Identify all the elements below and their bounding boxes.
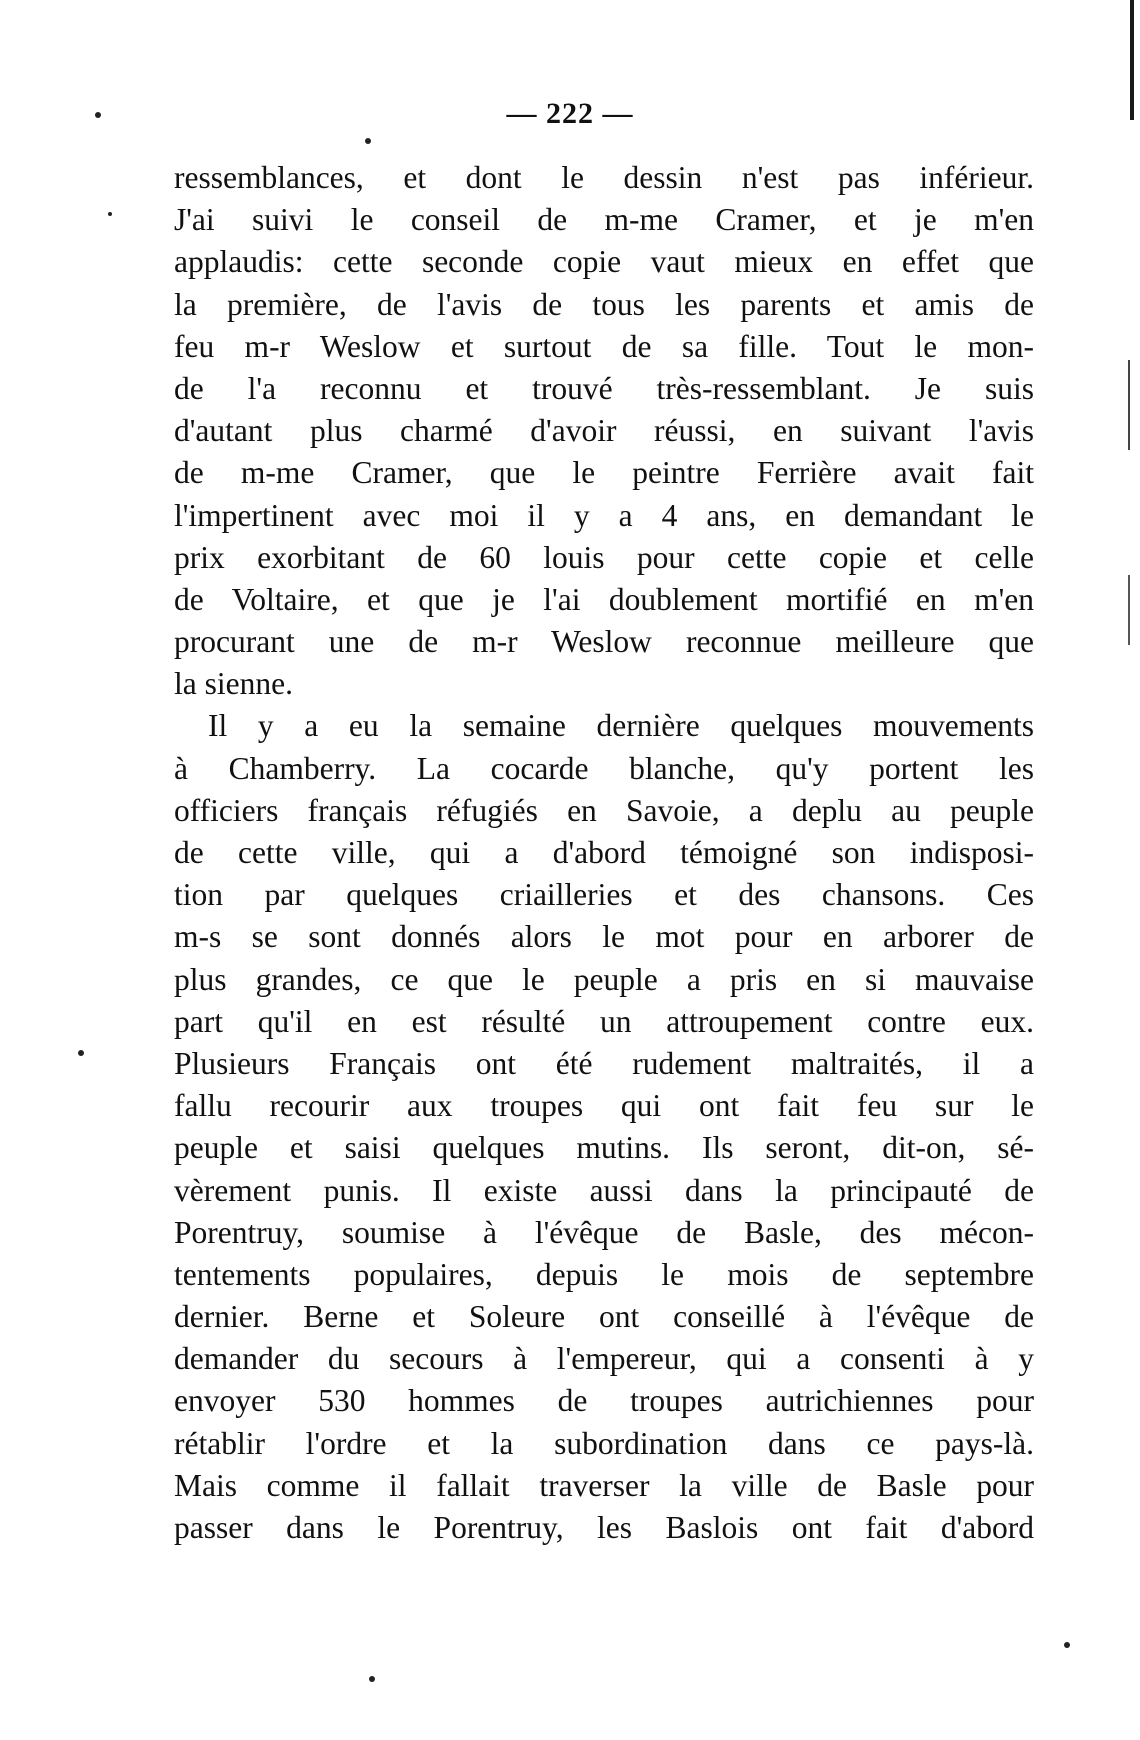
text-line: Mais comme il fallait traverser la ville de Basle pour [174,1467,1034,1503]
text-line: m-s se sont donnés alors le mot pour en arborer de [174,919,1034,955]
text-line: part qu'il en est résulté un attroupement contre eux. [174,1003,1034,1039]
text-line: l'impertinent avec moi il y a 4 ans, en demandant le [174,497,1034,533]
text-line: passer dans le Porentruy, les Baslois ont fait d'abord [174,1510,1034,1545]
paragraph-1 [174,157,1034,705]
text-line: applaudis: cette seconde copie vaut mieux en effet que [174,244,1034,280]
paragraph-2 [174,705,1034,1549]
print-speck [78,1050,84,1056]
text-line: à Chamberry. La cocarde blanche, qu'y portent les [174,750,1034,786]
text-line: la première, de l'avis de tous les parents et amis de [174,286,1034,322]
text-line: de cette ville, qui a d'abord témoigné son indisposi- [174,835,1034,870]
print-speck [369,1676,375,1682]
text-line: J'ai suivi le conseil de m-me Cramer, et je m'en [174,202,1034,238]
text-line: officiers français réfugiés en Savoie, a deplu au peuple [174,792,1034,828]
text-line: tion par quelques criailleries et des chansons. Ces [174,877,1034,913]
text-line: de Voltaire, et que je l'ai doublement mortifié en m'en [174,581,1034,617]
text-line: feu m-r Weslow et surtout de sa fille. Tout le mon- [174,328,1034,364]
page-number: — 222 — [506,97,634,130]
text-line: la sienne. [174,666,293,702]
text-line: de l'a reconnu et trouvé très-ressemblant. Je suis [174,370,1034,406]
text-line: envoyer 530 hommes de troupes autrichiennes pour [174,1383,1034,1419]
text-line: demander du secours à l'empereur, qui a consenti à y [174,1341,1034,1377]
body-text [174,157,1034,1549]
text-line: Plusieurs Français ont été rudement maltraités, il a [174,1045,1034,1081]
text-line: de m-me Cramer, que le peintre Ferrière avait fait [174,455,1034,491]
text-line: prix exorbitant de 60 louis pour cette copie et celle [174,539,1034,575]
page-edge-shadow-lower [1128,360,1130,450]
page-edge-shadow-lowest [1128,575,1130,645]
text-line: Porentruy, soumise à l'évêque de Basle, des mécon- [174,1214,1034,1250]
text-line: vèrement punis. Il existe aussi dans la principauté de [174,1172,1034,1208]
print-speck [365,138,371,144]
text-line: plus grandes, ce que le peuple a pris en si mauvaise [174,961,1034,997]
print-speck [108,212,112,216]
text-line: peuple et saisi quelques mutins. Ils seront, dit-on, sé- [174,1130,1034,1166]
text-line: ressemblances, et dont le dessin n'est pas inférieur. [174,160,1034,195]
text-line: tentements populaires, depuis le mois de septembre [174,1256,1034,1292]
text-line: fallu recourir aux troupes qui ont fait feu sur le [174,1088,1034,1124]
text-line: procurant une de m-r Weslow reconnue meilleure que [174,624,1034,660]
print-speck [1064,1642,1070,1648]
text-line: d'autant plus charmé d'avoir réussi, en suivant l'avis [174,413,1034,449]
text-line: rétablir l'ordre et la subordination dans ce pays-là. [174,1425,1034,1461]
text-line: dernier. Berne et Soleure ont conseillé à l'évêque de [174,1299,1034,1335]
text-line: Il y a eu la semaine dernière quelques mouvements [208,708,1034,744]
